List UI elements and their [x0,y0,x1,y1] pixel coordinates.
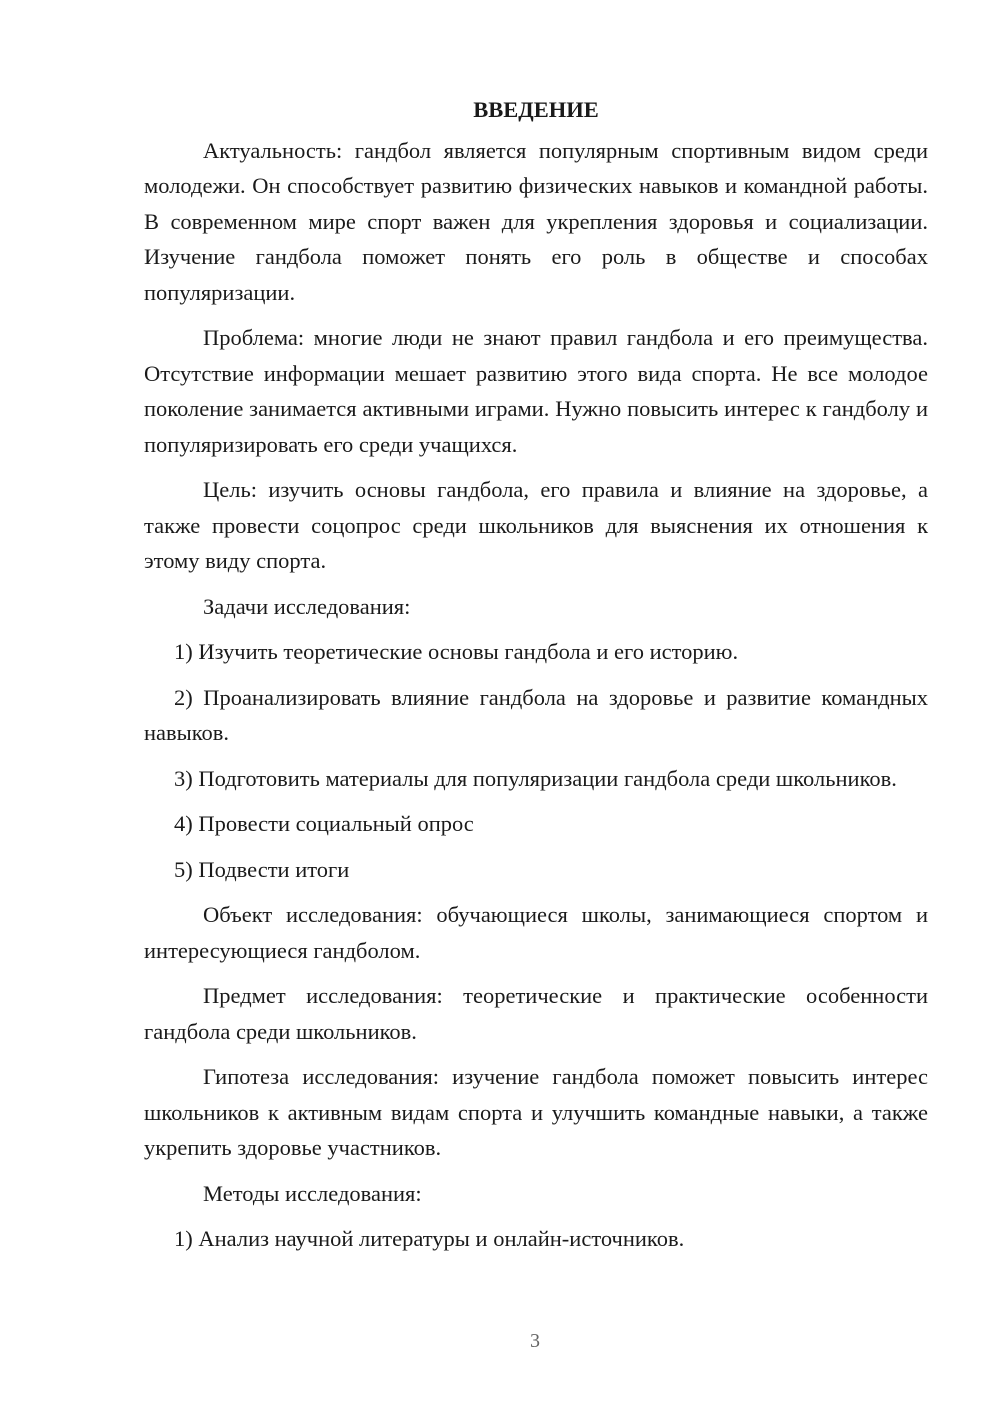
method-item: 1) Анализ научной литературы и онлайн-источников. [174,1226,685,1251]
task-item: 1) Изучить теоретические основы гандбола и его историю. [174,639,739,664]
relevance-paragraph: Актуальность: гандбол является популярным спортивным видом среди молодежи. Он способствует развитию физических навыков и командной работы. В современном мире спорт важен для укрепления здоровья и социализации. Изучение гандбола поможет понять его роль в обществе и способах популяризации. [144,137,928,305]
task-item: 4) Провести социальный опрос [174,811,474,836]
tasks-label: Задачи исследования: [203,593,411,619]
page-number: 3 [530,1330,540,1352]
subject-paragraph: Предмет исследования: теоретические и практические особенности гандбола среди школьников. [144,983,928,1044]
goal-paragraph: Цель: изучить основы гандбола, его правила и влияние на здоровье, а также провести соцопрос среди школьников для выяснения их отношения к этому виду спорта. [144,477,928,573]
page-title: ВВЕДЕНИЕ [473,97,599,122]
hypothesis-paragraph: Гипотеза исследования: изучение гандбола поможет повысить интерес школьников к активным видам спорта и улучшить командные навыки, а также укрепить здоровье участников. [144,1064,928,1160]
task-item: 5) Подвести итоги [174,856,350,882]
page-content [144,92,928,1267]
problem-paragraph: Проблема: многие люди не знают правил гандбола и его преимущества. Отсутствие информации мешает развитию этого вида спорта. Не все молодое поколение занимается активными играми. Нужно повысить интерес к гандболу и популяризировать его среди учащихся. [144,325,928,457]
task-item: 3) Подготовить материалы для популяризации гандбола среди школьников. [174,765,897,791]
task-item: 2) Проанализировать влияние гандбола на здоровье и развитие командных навыков. [144,684,928,745]
methods-label: Методы исследования: [203,1180,422,1206]
object-paragraph: Объект исследования: обучающиеся школы, занимающиеся спортом и интересующиеся гандболом. [144,902,928,963]
